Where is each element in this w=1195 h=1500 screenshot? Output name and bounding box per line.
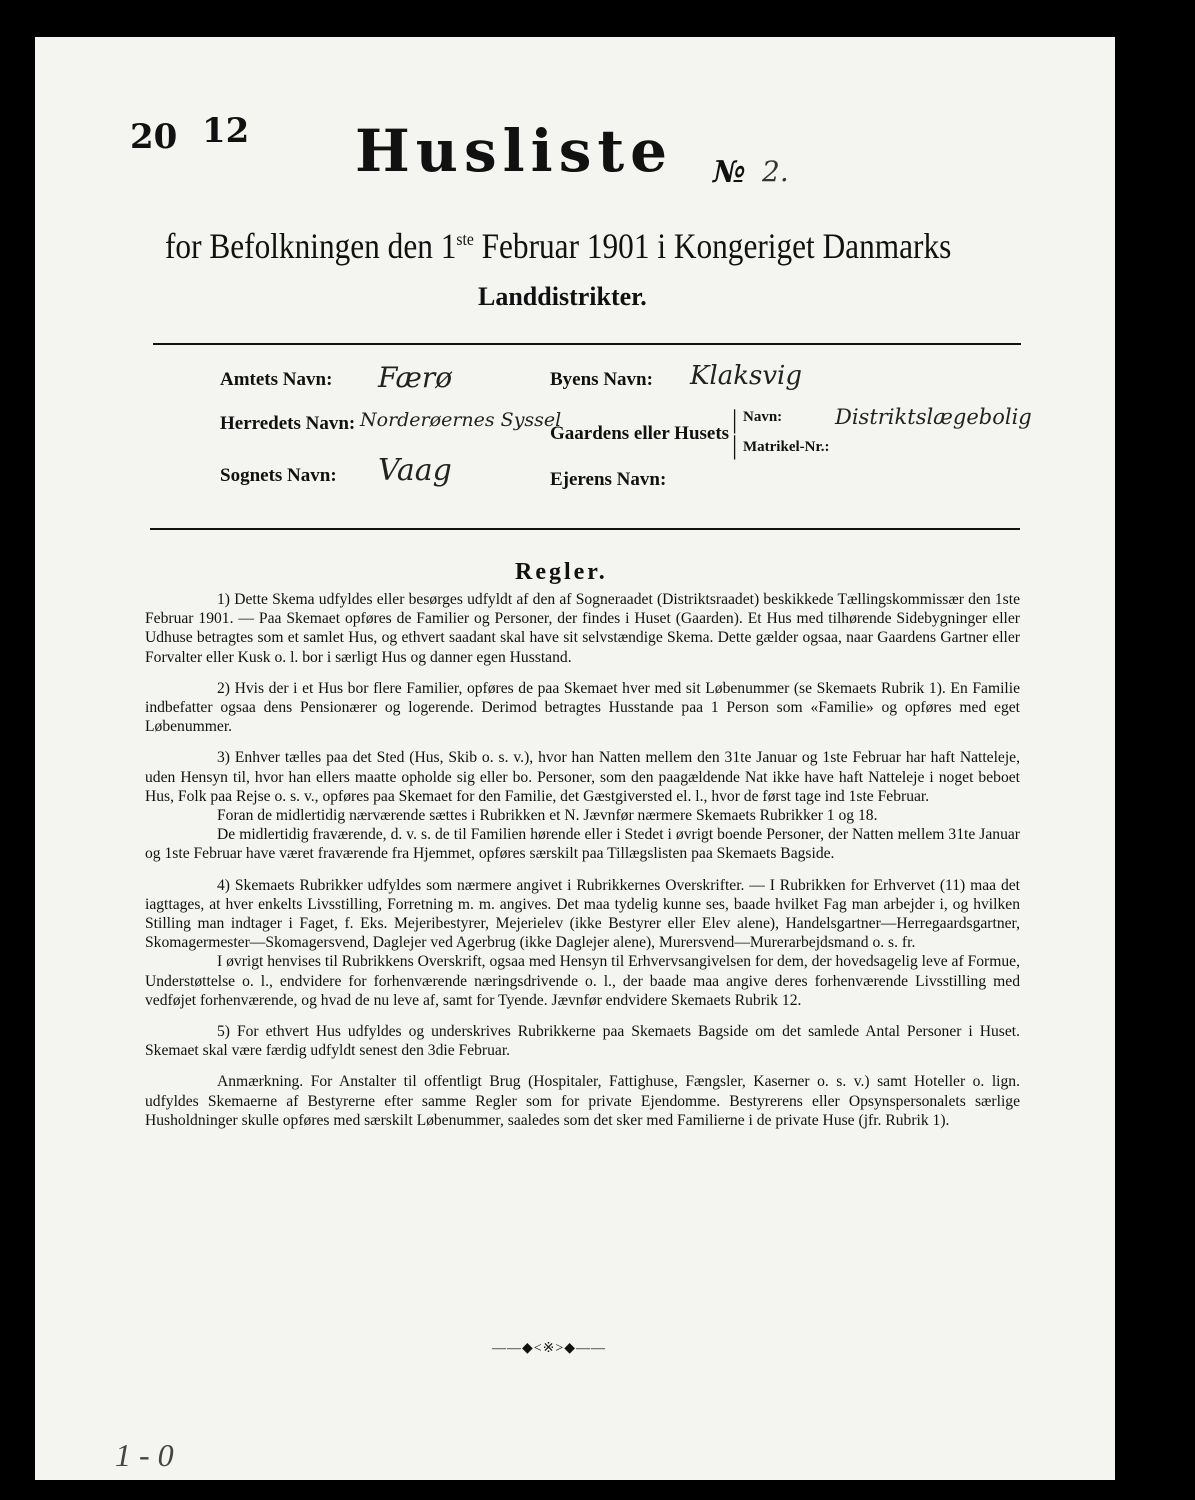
bottom-divider — [150, 528, 1020, 530]
herredets-value: Norderøernes Syssel — [360, 409, 562, 431]
rule-4-note: I øvrigt henvises til Rubrikkens Overskrift, ogsaa med Hensyn til Erhvervsangivelsen for dem, der hovedsagelig leve af Formue, Understøttelse o. l., endvidere for forhenværende næringsdrivende o. l., der baade maa angive deres forhenværende Livsstilling med vedføjet forhenværende, og hvad de nu leve af, samt for Tyende. Jævnfør endvidere Skemaets Rubrik 12. — [145, 953, 1020, 1009]
subtitle-rest: Februar 1901 i Kongeriget Danmarks — [473, 226, 952, 266]
rule-3-note-b: De midlertidig fraværende, d. v. s. de til Familien hørende eller i Stedet i øvrigt boende Personer, der Natten mellem 31te Januar og 1ste Februar have været fraværende fra Hjemmet, opføres særskilt paa Tillægslisten paa Skemaets Bagside. — [145, 826, 1020, 863]
number-sign: № — [713, 155, 746, 190]
margin-note: 1 - 0 — [115, 1437, 174, 1473]
navn-label: Navn: — [743, 409, 783, 425]
section-heading: Landdistrikter. — [478, 282, 647, 311]
byens-label: Byens Navn: — [550, 369, 653, 390]
rule-3-note-a: Foran de midlertidig nærværende sættes i Rubrikken et N. Jævnfør nærmere Skemaets Rubrikker 1 og 18. — [217, 807, 878, 825]
sognets-label: Sognets Navn: — [220, 465, 337, 486]
herredets-label: Herredets Navn: — [220, 413, 356, 434]
matrikel-label: Matrikel-Nr.: — [743, 439, 830, 455]
rules-text — [145, 590, 1020, 1142]
form-number-left: 20 — [130, 117, 178, 157]
rule-2: 2) Hvis der i et Hus bor flere Familier, opføres de paa Skemaet hver med sit Løbenummer (se Skemaets Rubrik 1). En Familie indbefatter ogsaa dens Pensionærer og logerende. Derimod betragtes Husstande paa 1 Person som «Familie» og opføres med eget Løbenummer. — [145, 679, 1020, 736]
sognets-value: Vaag — [378, 453, 452, 488]
rule-annotation: Anmærkning. For Anstalter til offentligt Brug (Hospitaler, Fattighuse, Fængsler, Kaserner o. s. v.) samt Hoteller o. lign. udfyldes Skemaerne af Bestyrerne efter samme Regler som for private Ejendomme. Bestyrerens eller Opsynspersonalets særlige Husholdninger skulle opføres med særskilt Løbenummer, saaledes som det sker med Familierne i de private Huse (jfr. Rubrik 1). — [145, 1073, 1020, 1129]
rule-4: 4) Skemaets Rubrikker udfyldes som nærmere angivet i Rubrikkernes Overskrifter. — I Rubrikken for Erhvervet (11) maa det iagttages, at hver enkelts Livsstilling, Forretning m. m. angives. Det maa tydelig kunne ses, baade hvilket Fag man arbejder i, og hvilken Stilling man indtager i Faget, f. Eks. Mejeribestyrer, Mejerielev (ikke Bestyrer eller Elev alene), Handelsgartner—Herregaardsgartner, Skomagermester—Skomagersvend, Daglejer ved Agerbrug (ikke Daglejer alene), Murersvend—Murerarbejdsmand o. s. fr. — [145, 876, 1020, 952]
amtets-label: Amtets Navn: — [220, 369, 333, 390]
census-form-page — [35, 37, 1115, 1480]
top-divider — [153, 343, 1021, 345]
ornament-divider: ——◆<※>◆—— — [492, 1341, 607, 1356]
gaardens-label: Gaardens eller Husets — [550, 423, 730, 444]
brace-top: | — [732, 405, 738, 434]
rule-5: 5) For ethvert Hus udfyldes og underskrives Rubrikkerne paa Skemaets Bagside om det samlede Antal Personer i Huset. Skemaet skal være færdig udfyldt senest den 3die Februar. — [145, 1023, 1020, 1060]
byens-value: Klaksvig — [690, 361, 802, 391]
brace-bottom: | — [732, 431, 738, 460]
ejerens-label: Ejerens Navn: — [550, 469, 667, 490]
amtets-value: Færø — [378, 361, 453, 394]
rule-1: 1) Dette Skema udfyldes eller besørges udfyldt af den af Sogneraadet (Distriktsraadet) beskikkede Tællingskommissær den 1ste Februar 1901. — Paa Skemaet opføres de Familier og Personer, der findes i Huset (Gaarden). Et Hus med tilhørende Sidebygninger eller Udhuse betragtes som et samlet Hus, og ethvert saadant skal have sit selvstændige Skema. Dette gælder ogsaa, naar Gaardens Gartner eller Forvalter eller Kusk o. l. bor i særligt Hus og danner egen Husstand. — [145, 591, 1020, 666]
rules-heading: Regler. — [515, 559, 608, 585]
navn-value: Distriktslægebolig — [835, 405, 1032, 429]
list-number-value: 2. — [762, 155, 789, 188]
subtitle-sup: ste — [456, 229, 474, 249]
form-number-right: 12 — [202, 111, 250, 151]
rule-3: 3) Enhver tælles paa det Sted (Hus, Skib o. s. v.), hvor han Natten mellem den 31te Januar og 1ste Februar har haft Natteleje, uden Hensyn til, hvor han ellers maatte opholde sig eller bo. Personer, som den paagældende Nat ikke have haft Natteleje i noget beboet Hus, Folk paa Rejse o. s. v., opføres paa Skemaet for den Familie, det Gæstgiversted el. l., hvor de først tage ind 1ste Februar. — [145, 749, 1020, 805]
subtitle — [165, 225, 951, 267]
subtitle-main: for Befolkningen den 1 — [165, 226, 457, 266]
page-title: Husliste — [355, 117, 674, 185]
